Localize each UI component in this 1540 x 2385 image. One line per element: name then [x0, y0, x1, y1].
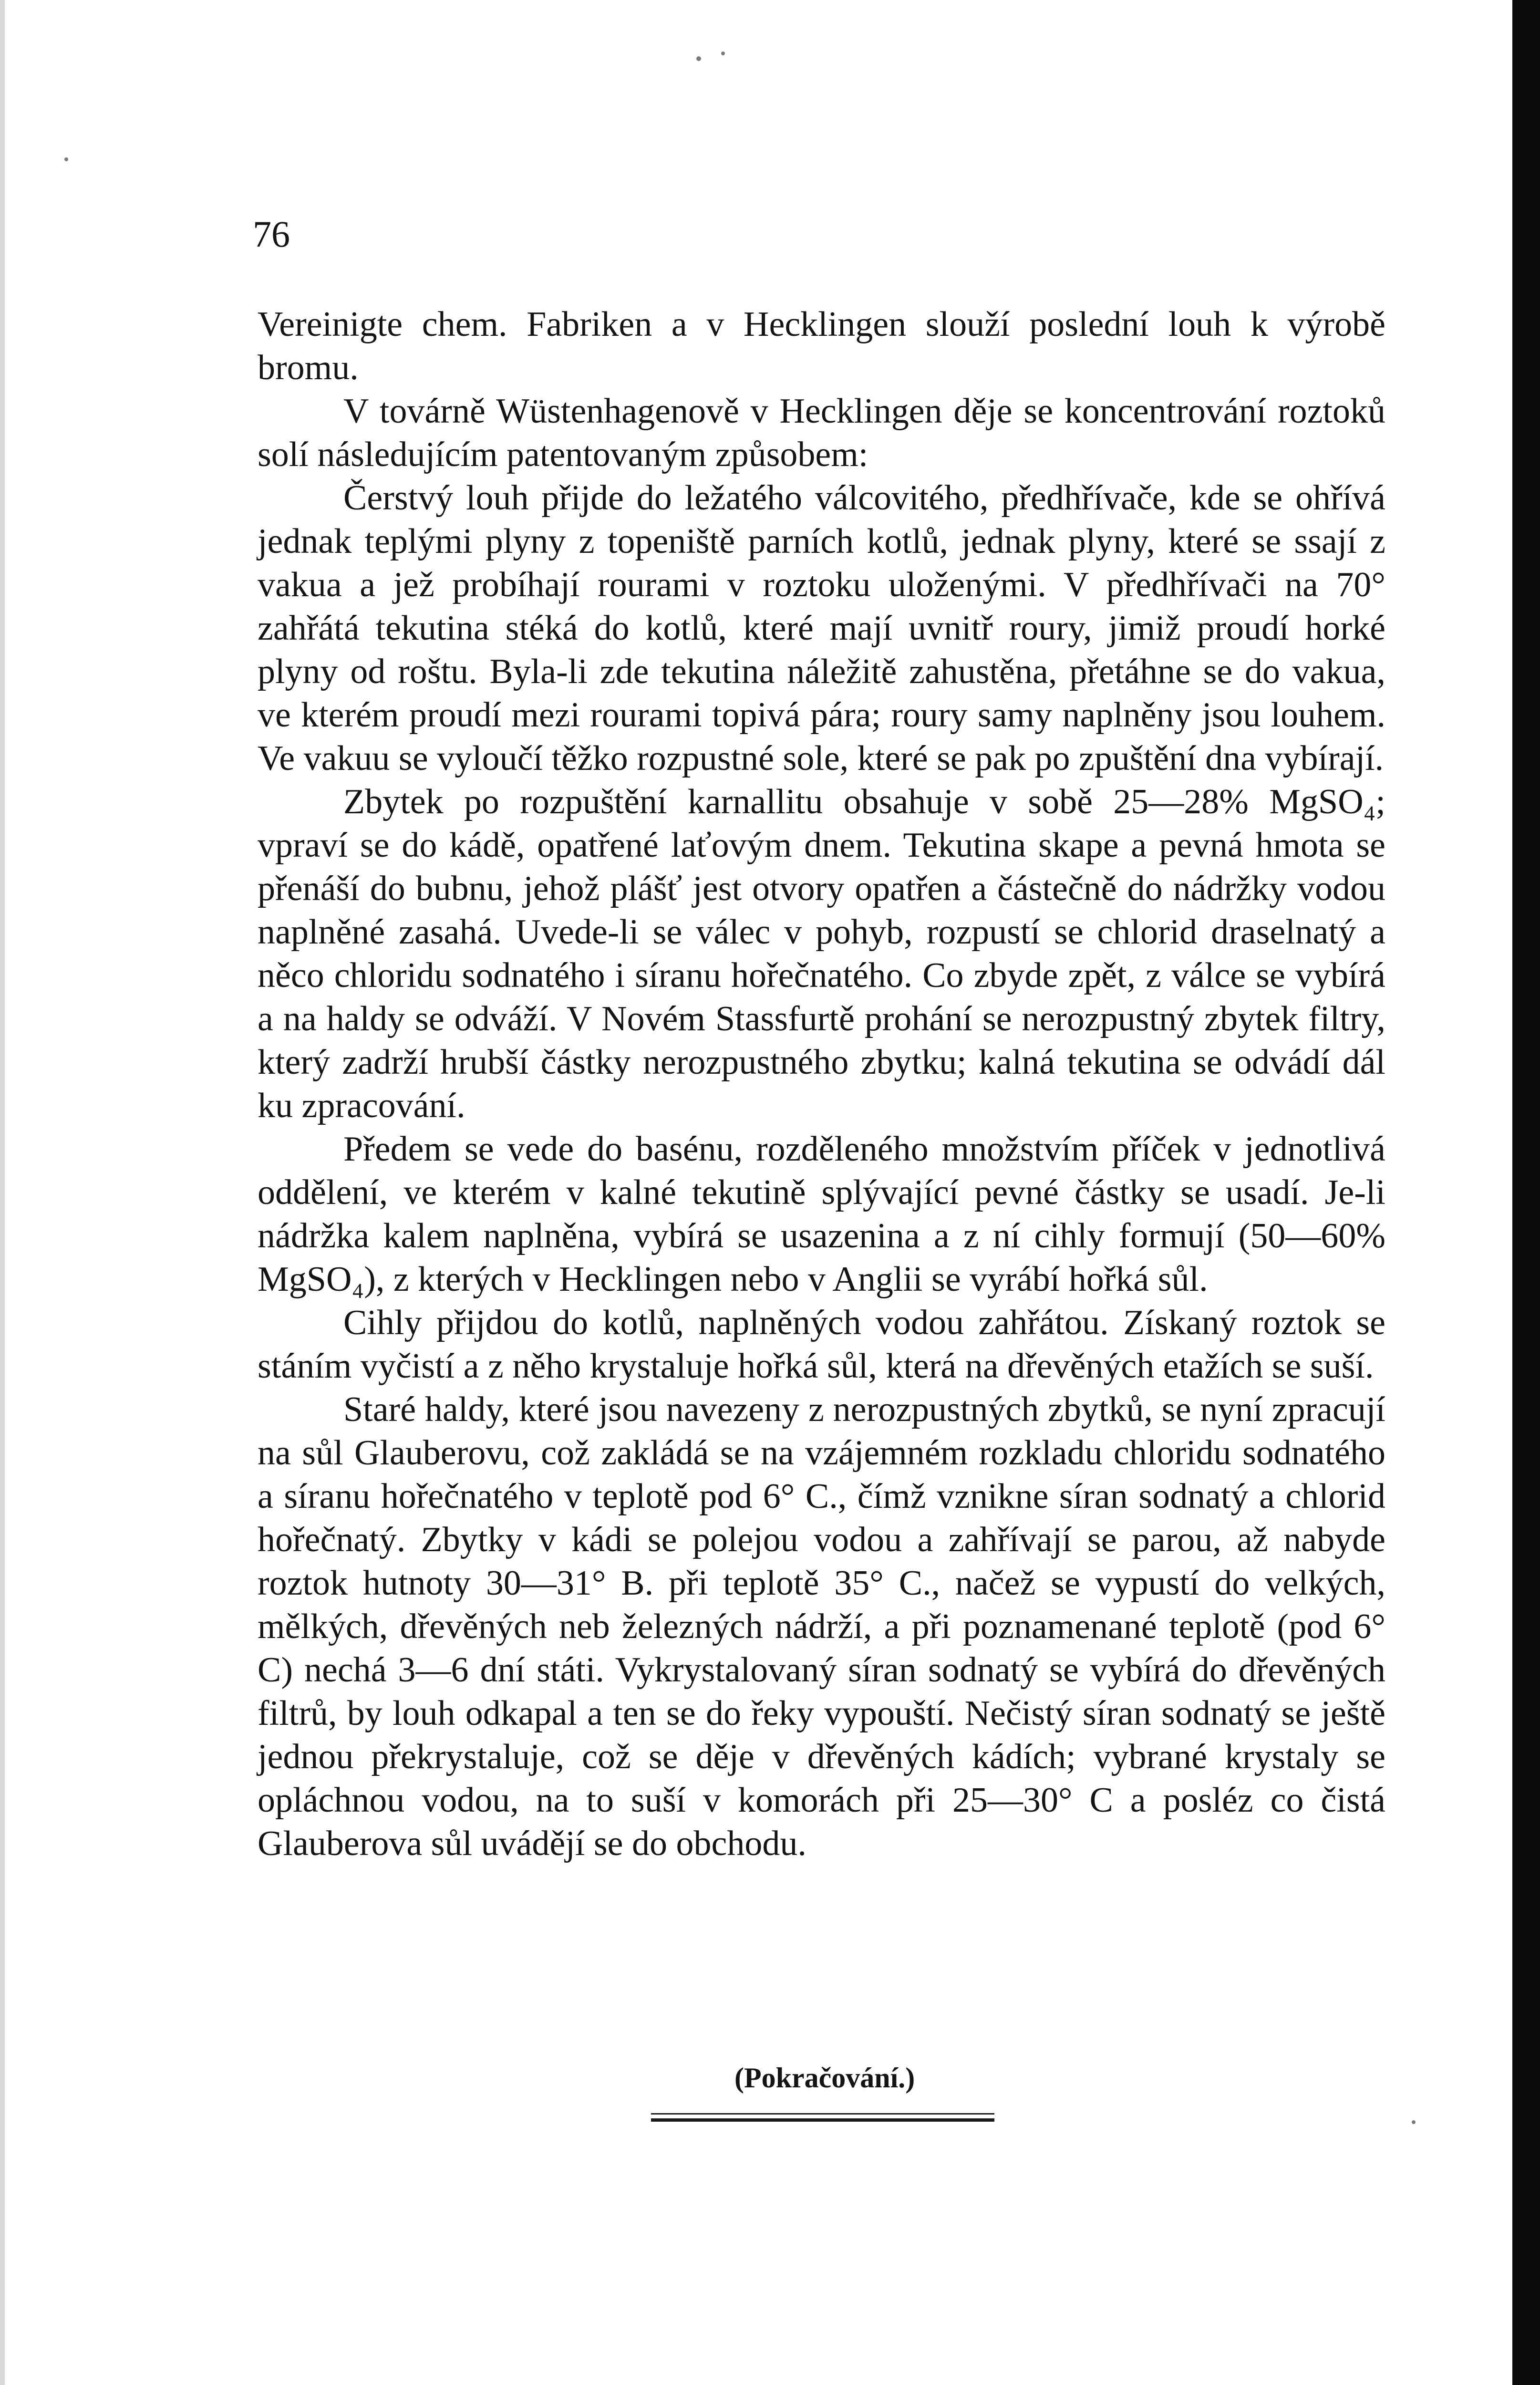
scan-left-edge [0, 0, 5, 2385]
scan-speck [721, 52, 725, 55]
paragraph: V továrně Wüstenhagenově v Hecklingen děje se koncentrování roztoků solí následujícím patentovaným způsobem: [258, 392, 1385, 474]
scan-speck [64, 157, 68, 161]
paragraph: Cihly přijdou do kotlů, naplněných vodou zahřátou. Získaný roztok se stáním vyčistí a z něho krystaluje hořká sůl, která na dřevěných etažích se suší. [258, 1303, 1385, 1386]
paragraph: Čerstvý louh přijde do ležatého válcovitého, předhřívače, kde se ohřívá jednak teplými plyny z topeniště parních kotlů, jednak plyny, které se ssají z vakua a jež probíhají rourami v roztoku uloženými. V předhřívači na 70° zahřátá tekutina stéká do kotlů, které mají uvnitř roury, jimiž proudí horké plyny od roštu. Byla-li zde tekutina náležitě zahustěna, přetáhne se do vakua, ve kterém proudí mezi rourami topivá pára; roury samy naplněny jsou louhem. Ve vakuu se vyloučí těžko rozpustné sole, které se pak po zpuštění dna vybírají. [258, 478, 1385, 778]
continuation-note: (Pokračování.) [734, 2062, 915, 2094]
paragraph: Zbytek po rozpuštění karnallitu obsahuje v sobě 25—28% MgSO₄; vpraví se do kádě, opatřené laťovým dnem. Tekutina skape a pevná hmota se přenáší do bubnu, jehož plášť jest otvory opatřen a částečně do nádržky vodou naplněné zasahá. Uvede-li se válec v pohyb, rozpustí se chlorid draselnatý a něco chloridu sodnatého i síranu hořečnatého. Co zbyde zpět, z válce se vybírá a na haldy se odváží. V Novém Stassfurtě prohání se nerozpustný zbytek filtry, který zadrží hrubší částky nerozpustného zbytku; kalná tekutina se odvádí dál ku zpracování. [258, 782, 1385, 1125]
scan-right-edge [1512, 0, 1540, 2385]
paragraph: Staré haldy, které jsou navezeny z nerozpustných zbytků, se nyní zpracují na sůl Glauberovu, což zakládá se na vzájemném rozkladu chloridu sodnatého a síranu hořečnatého v teplotě pod 6° C., čímž vznikne síran sodnatý a chlorid hořečnatý. Zbytky v kádi se polejou vodou a zahřívají se parou, až nabyde roztok hutnoty 30—31° B. při teplotě 35° C., načež se vypustí do velkých, mělkých, dřevěných neb železných nádrží, a při poznamenané teplotě (pod 6° C) nechá 3—6 dní státi. Vykrystalovaný síran sodnatý se vybírá do dřevěných filtrů, by louh odkapal a ten se do řeky vypouští. Nečistý síran sodnatý se ještě jednou překrystaluje, což se děje v dřevěných kádích; vybrané krystaly se opláchnou vodou, na to suší v komorách při 25—30° C a posléz co čistá Glauberova sůl uvádějí se do obchodu. [258, 1390, 1385, 1863]
closing-rule-thick [651, 2118, 994, 2122]
paragraph: Předem se vede do basénu, rozděleného množstvím příček v jednotlivá oddělení, ve kterém v kalné tekutině splývající pevné částky se usadí. Je-li nádržka kalem naplněna, vybírá se usazenina a z ní cihly formují (50—60% MgSO₄), z kterých v Hecklingen nebo v Anglii se vyrábí hořká sůl. [258, 1130, 1385, 1299]
paragraph: Vereinigte chem. Fabriken a v Hecklingen slouží poslední louh k výrobě bromu. [258, 305, 1385, 387]
body-text [258, 303, 1385, 1866]
scan-speck [1412, 2120, 1416, 2124]
closing-rule-thin [651, 2113, 994, 2115]
page-number: 76 [253, 213, 290, 255]
scan-speck [696, 56, 701, 61]
